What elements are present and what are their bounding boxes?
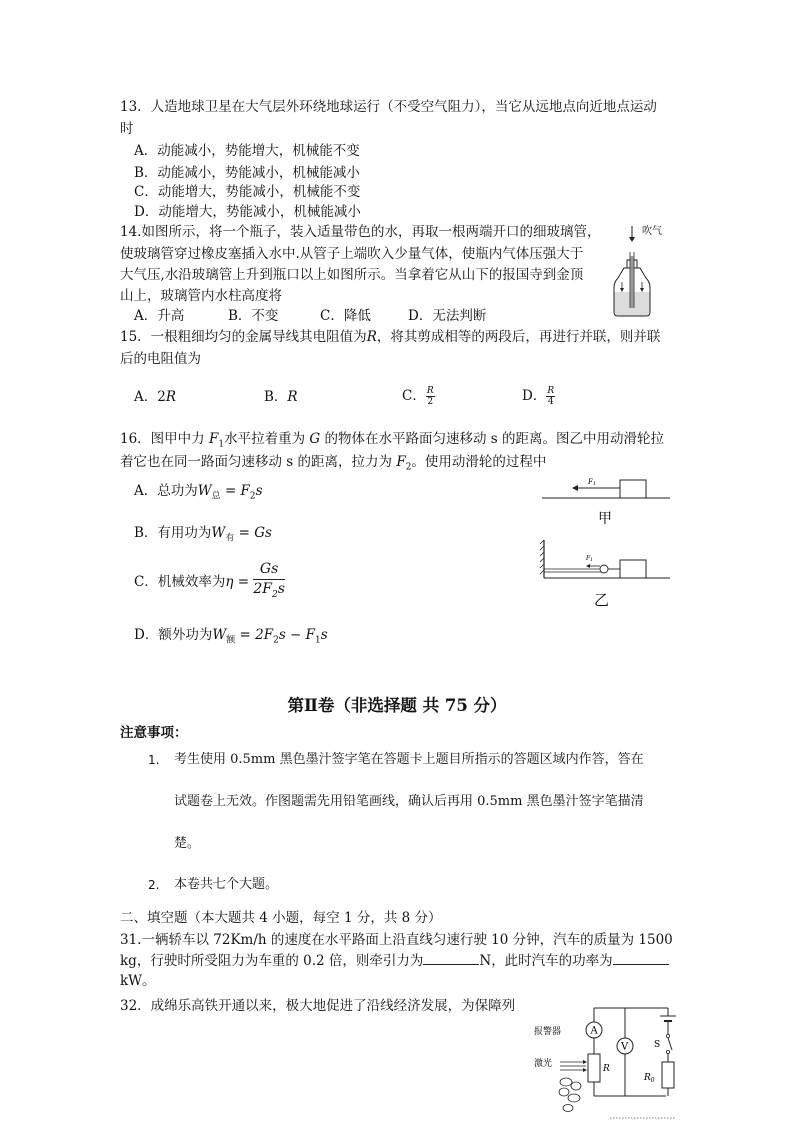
ammeter-label: A: [590, 1025, 598, 1037]
q13-stem-line1: 13．人造地球卫星在大气层外环绕地球运行（不受空气阻力），当它从远地点向近地点运动: [120, 99, 657, 115]
q16-option-d: D．额外功为$W_额 = 2F_2s - F_1s$: [134, 627, 328, 646]
q15-option-a: A．2R: [134, 389, 177, 405]
fraction-r-over-2: $\frac{R}{2}$: [426, 386, 434, 407]
q14-option-d: D．无法判断: [408, 308, 487, 324]
bottle-figure: [600, 222, 680, 322]
force-f1-label: F1: [588, 478, 597, 487]
q16-line1: 16．图甲中力 $F_1$水平拉着重为 G 的物体在水平路面匀速移动 s 的距离。图乙中用动滑轮拉: [120, 431, 664, 450]
efficiency-fraction: $\frac{Gs}{2F_2s}$: [253, 561, 285, 600]
pulley-figure: [538, 472, 678, 612]
figure-yi-label: 乙: [594, 591, 610, 609]
notice-item1-line3: 楚。: [174, 836, 201, 851]
notice-item2-number: 2.: [148, 878, 160, 892]
fraction-r-over-4: $\frac{R}{4}$: [547, 386, 555, 407]
q32-line1: 32．成绵乐高铁开通以来，极大地促进了沿线经济发展，为保障列: [120, 998, 516, 1014]
figure-jia-label: 甲: [598, 511, 612, 527]
section-title: 第Ⅱ卷（非选择题 共 75 分）: [287, 696, 507, 715]
q14-line2: 使玻璃管穿过橡皮塞插入水中.从管子上端吹入少量气体，使瓶内气体压强大于: [120, 246, 584, 262]
q14-option-a: A．升高: [134, 308, 185, 324]
notice-item1-line1: 考生使用 0.5mm 黑色墨汁签字笔在答题卡上题目所指示的答题区域内作答，答在: [174, 752, 644, 767]
q13-option-c: C．动能增大，势能减小，机械能不变: [134, 184, 361, 200]
q13-option-d: D．动能增大，势能减小，机械能减小: [134, 204, 361, 220]
q14-line3: 大气压,水沿玻璃管上升到瓶口以上如图所示。当拿着它从山下的报国寺到金顶: [120, 267, 584, 283]
laser-label: 激光: [534, 1059, 553, 1069]
q15-option-d: D． $\frac{R}{4}$: [522, 386, 555, 407]
alarm-label: 报警器: [534, 1027, 562, 1037]
switch-label: S: [654, 1040, 661, 1050]
q15-line1: 15．一根粗细均匀的金属导线其电阻值为R，将其剪成相等的两段后，再进行并联，则并联: [120, 329, 661, 345]
q31-line2: kg，行驶时所受阻力为车重的 0.2 倍，则牵引力为 N，此时汽车的功率为: [120, 950, 669, 972]
q13-option-b: B．动能减小，势能减小，机械能减小: [134, 165, 360, 181]
notice-title: 注意事项：: [120, 725, 188, 741]
circuit-figure: [530, 1000, 690, 1123]
q16-option-a: A．总功为$W_总 = F_2s$: [134, 483, 263, 502]
answer-blank-force[interactable]: [423, 951, 479, 965]
notice-item1-line2: 试题卷上无效。作图题需先用铅笔画线，确认后再用 0.5mm 黑色墨汁签字笔描清: [174, 794, 644, 809]
q14-line4: 山上，玻璃管内水柱高度将: [120, 288, 282, 304]
q13-option-a: A．动能减小，势能增大，机械能不变: [134, 143, 360, 159]
fill-section-header: 二、填空题（本大题共 4 小题，每空 1 分，共 8 分）: [120, 910, 442, 926]
q16-line2: 着它也在同一路面匀速移动 s 的距离，拉力为 $F_2$。使用动滑轮的过程中: [120, 454, 547, 473]
q15-option-c: C． $\frac{R}{2}$: [402, 386, 434, 407]
q14-option-b: B．不变: [228, 308, 279, 324]
q16-option-b: B．有用功为$W_有 = Gs$: [134, 525, 272, 544]
voltmeter-label: V: [621, 1041, 629, 1053]
notice-item1-number: 1.: [148, 753, 160, 767]
r0-label: $R_0$: [644, 1073, 655, 1084]
answer-blank-power[interactable]: [613, 951, 669, 965]
q14-option-c: C．降低: [320, 308, 371, 324]
r-label: R: [603, 1064, 610, 1074]
q15-line2: 后的电阻值为: [120, 351, 201, 367]
q14-line1: 14.如图所示，将一个瓶子，装入适量带色的水，再取一根两端开口的细玻璃管，: [120, 224, 601, 240]
q31-line3: kW。: [120, 973, 156, 989]
q16-option-c: C．机械效率为η = $\frac{Gs}{2F_2s}$: [134, 560, 285, 605]
force-f2-label: F1: [586, 555, 594, 563]
q31-line1: 31.一辆轿车以 72Km/h 的速度在水平路面上沿直线匀速行驶 10 分钟，汽车的质量为 1500: [120, 932, 673, 948]
notice-item2-line: 本卷共七个大题。: [174, 877, 279, 892]
q13-stem-line2: 时: [120, 121, 134, 137]
q15-option-b: B．R: [264, 389, 298, 405]
blow-label: 吹气: [642, 226, 662, 237]
